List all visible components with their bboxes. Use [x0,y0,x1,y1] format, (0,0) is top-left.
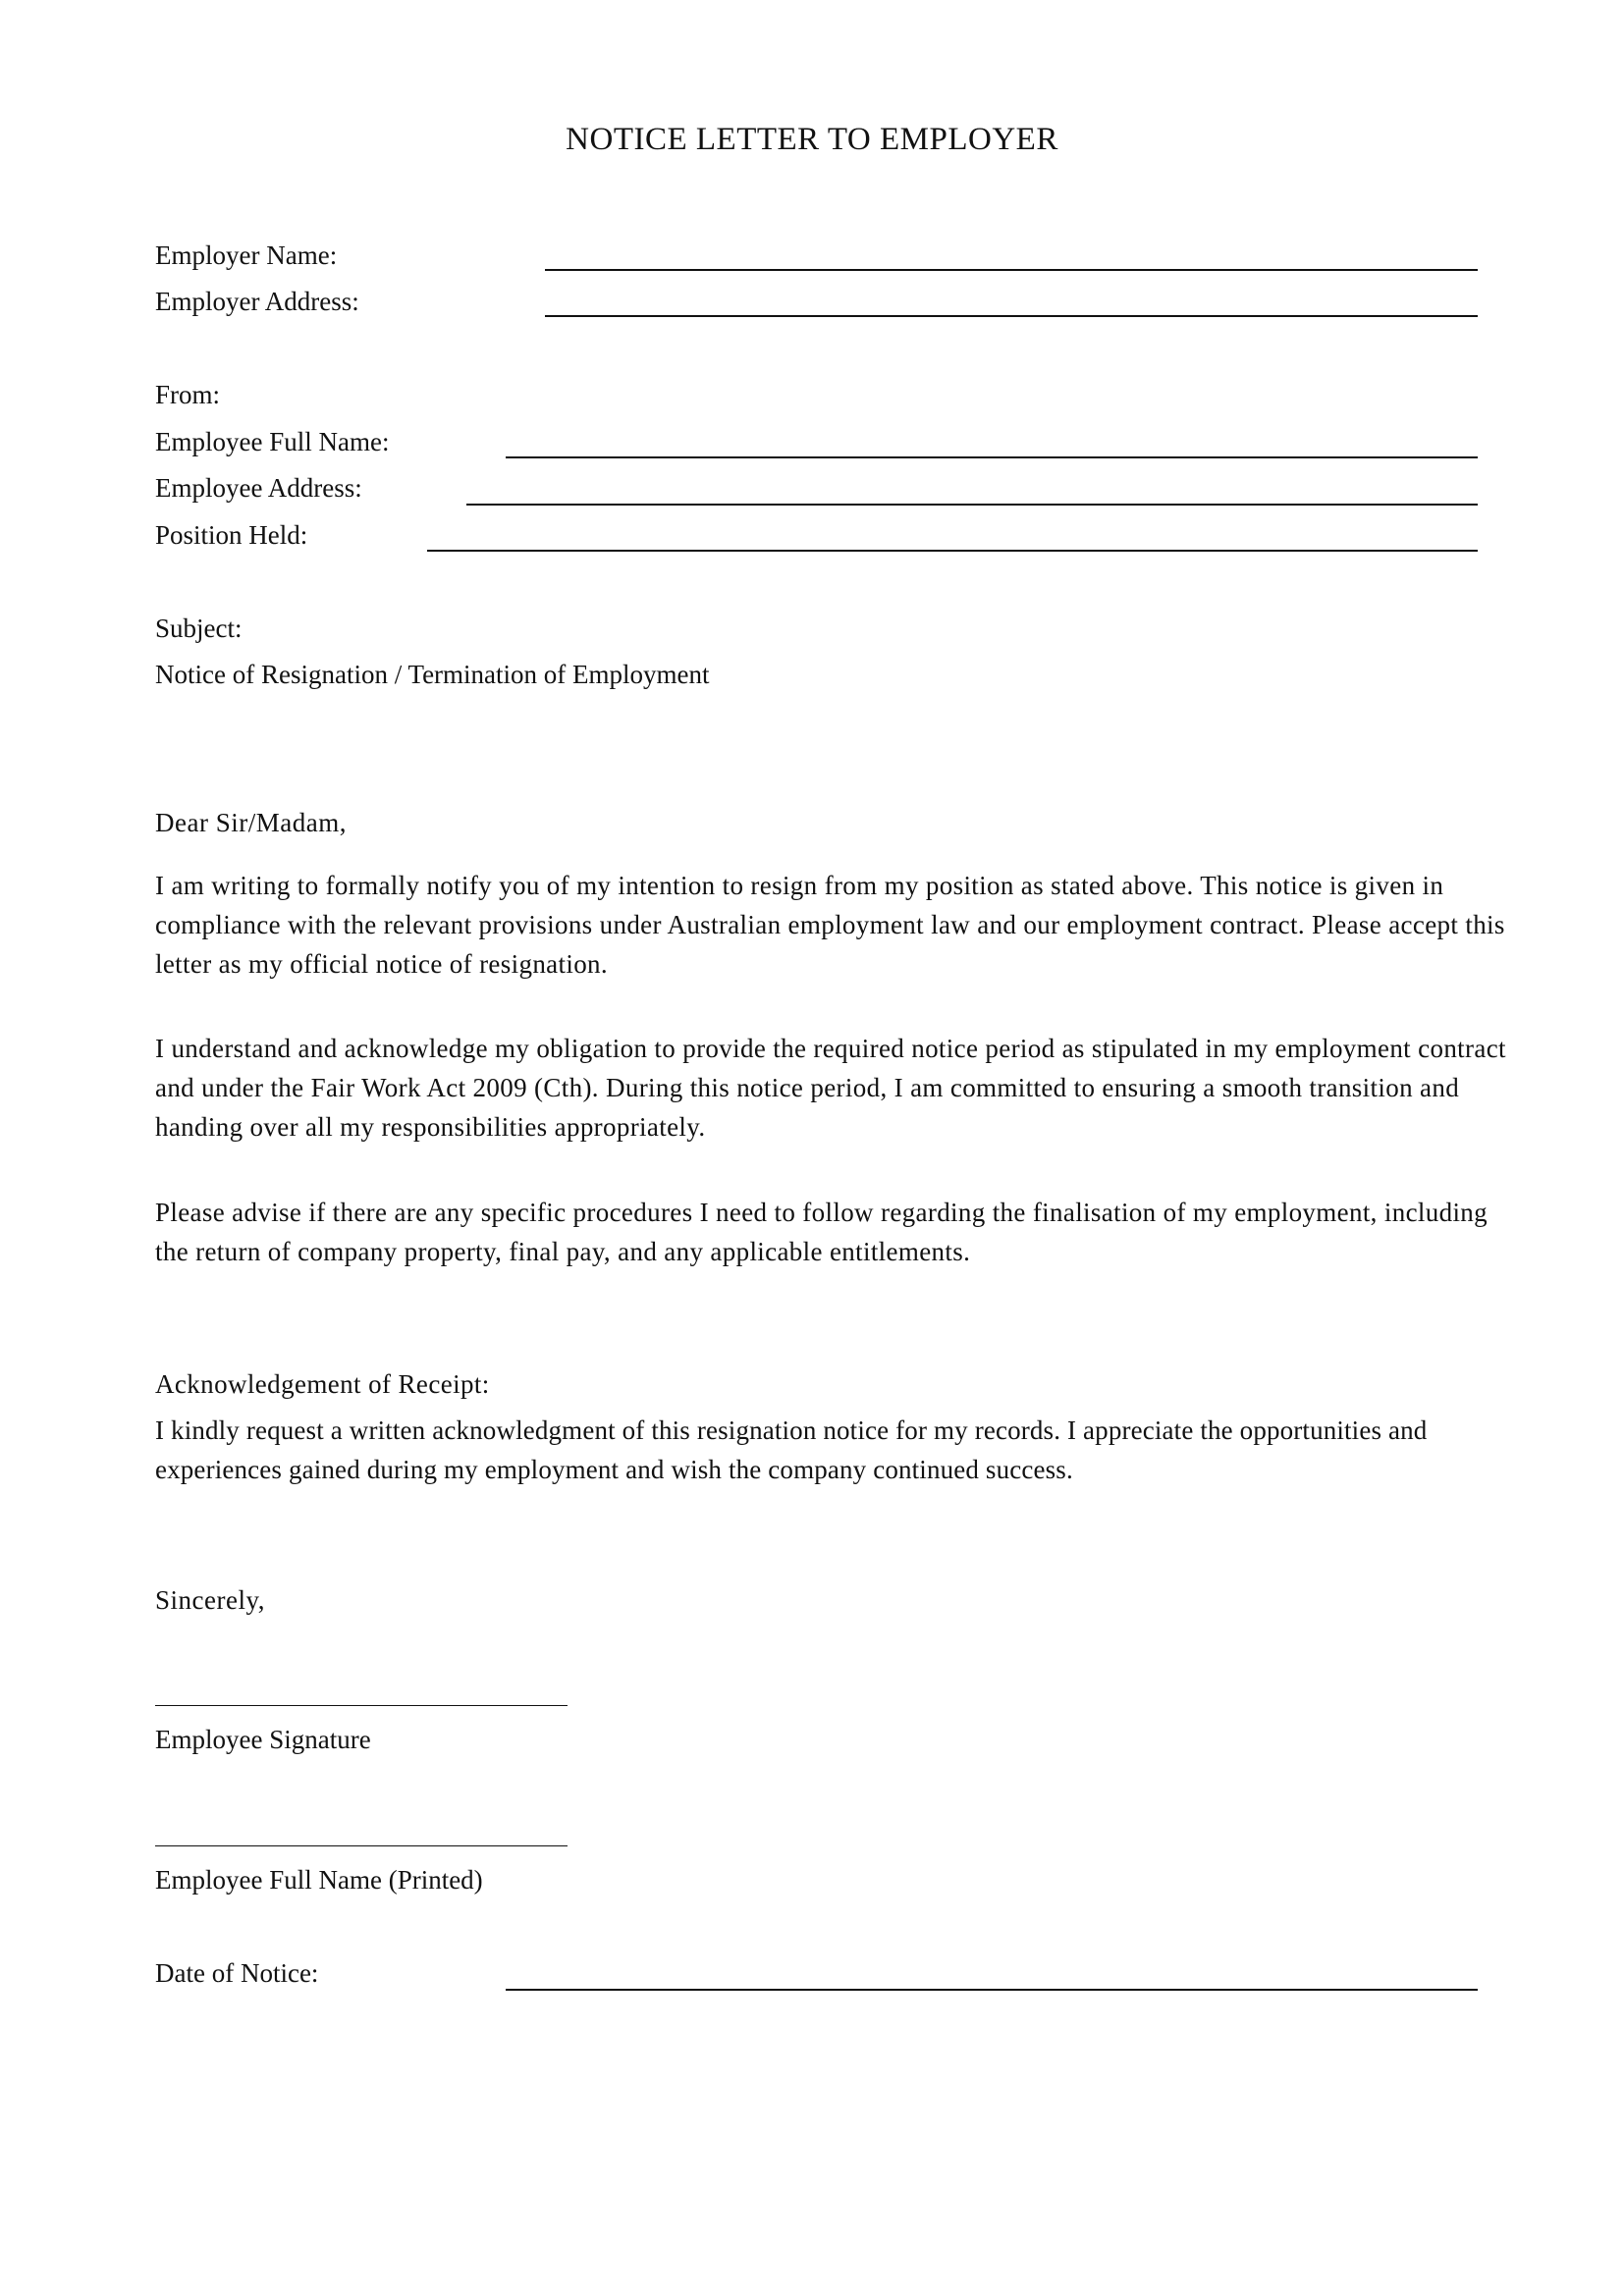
position-held-field[interactable] [427,550,1478,552]
salutation: Dear Sir/Madam, [155,808,347,837]
employee-full-name-label: Employee Full Name: [155,427,390,456]
employer-name-label: Employer Name: [155,240,338,270]
subject-label: Subject: [155,614,243,643]
date-of-notice-label: Date of Notice: [155,1958,319,1988]
closing: Sincerely, [155,1585,265,1615]
document-title: NOTICE LETTER TO EMPLOYER [566,122,1058,157]
body-paragraph-2: I understand and acknowledge my obligation to provide the required notice period as stipulated in my employment contract and under the Fair Work Act 2009 (Cth). During this notice period, I am committed to ensuring a smooth transition and handing over all my responsibilities appropriately. [155,1034,1506,1142]
from-label: From: [155,380,221,409]
employer-address-field[interactable] [545,315,1478,317]
printed-name-line[interactable] [155,1845,568,1846]
body-paragraph-1: I am writing to formally notify you of my intention to resign from my position as stated above. This notice is given in compliance with the relevant provisions under Australian employment law and our employment contract. Please accept this letter as my official notice of resignation. [155,871,1505,979]
employer-name-field[interactable] [545,269,1478,271]
body-paragraph-3: Please advise if there are any specific procedures I need to follow regarding the finalisation of my employment, including the return of company property, final pay, and any applicable entitlements. [155,1198,1489,1266]
acknowledgement-heading: Acknowledgement of Receipt: [155,1369,490,1399]
signature-line[interactable] [155,1705,568,1706]
date-of-notice-field[interactable] [506,1989,1478,1991]
subject-text: Notice of Resignation / Termination of Employment [155,660,710,689]
position-held-label: Position Held: [155,520,308,550]
employee-full-name-field[interactable] [506,456,1478,458]
employee-address-field[interactable] [466,504,1478,506]
employer-address-label: Employer Address: [155,287,359,316]
acknowledgement-text: I kindly request a written acknowledgment of this resignation notice for my records. I appreciate the opportunities and experiences gained during my employment and wish the company continued success. [155,1415,1428,1484]
employee-printed-name-label: Employee Full Name (Printed) [155,1865,483,1895]
employee-signature-label: Employee Signature [155,1725,371,1754]
employee-address-label: Employee Address: [155,473,362,503]
